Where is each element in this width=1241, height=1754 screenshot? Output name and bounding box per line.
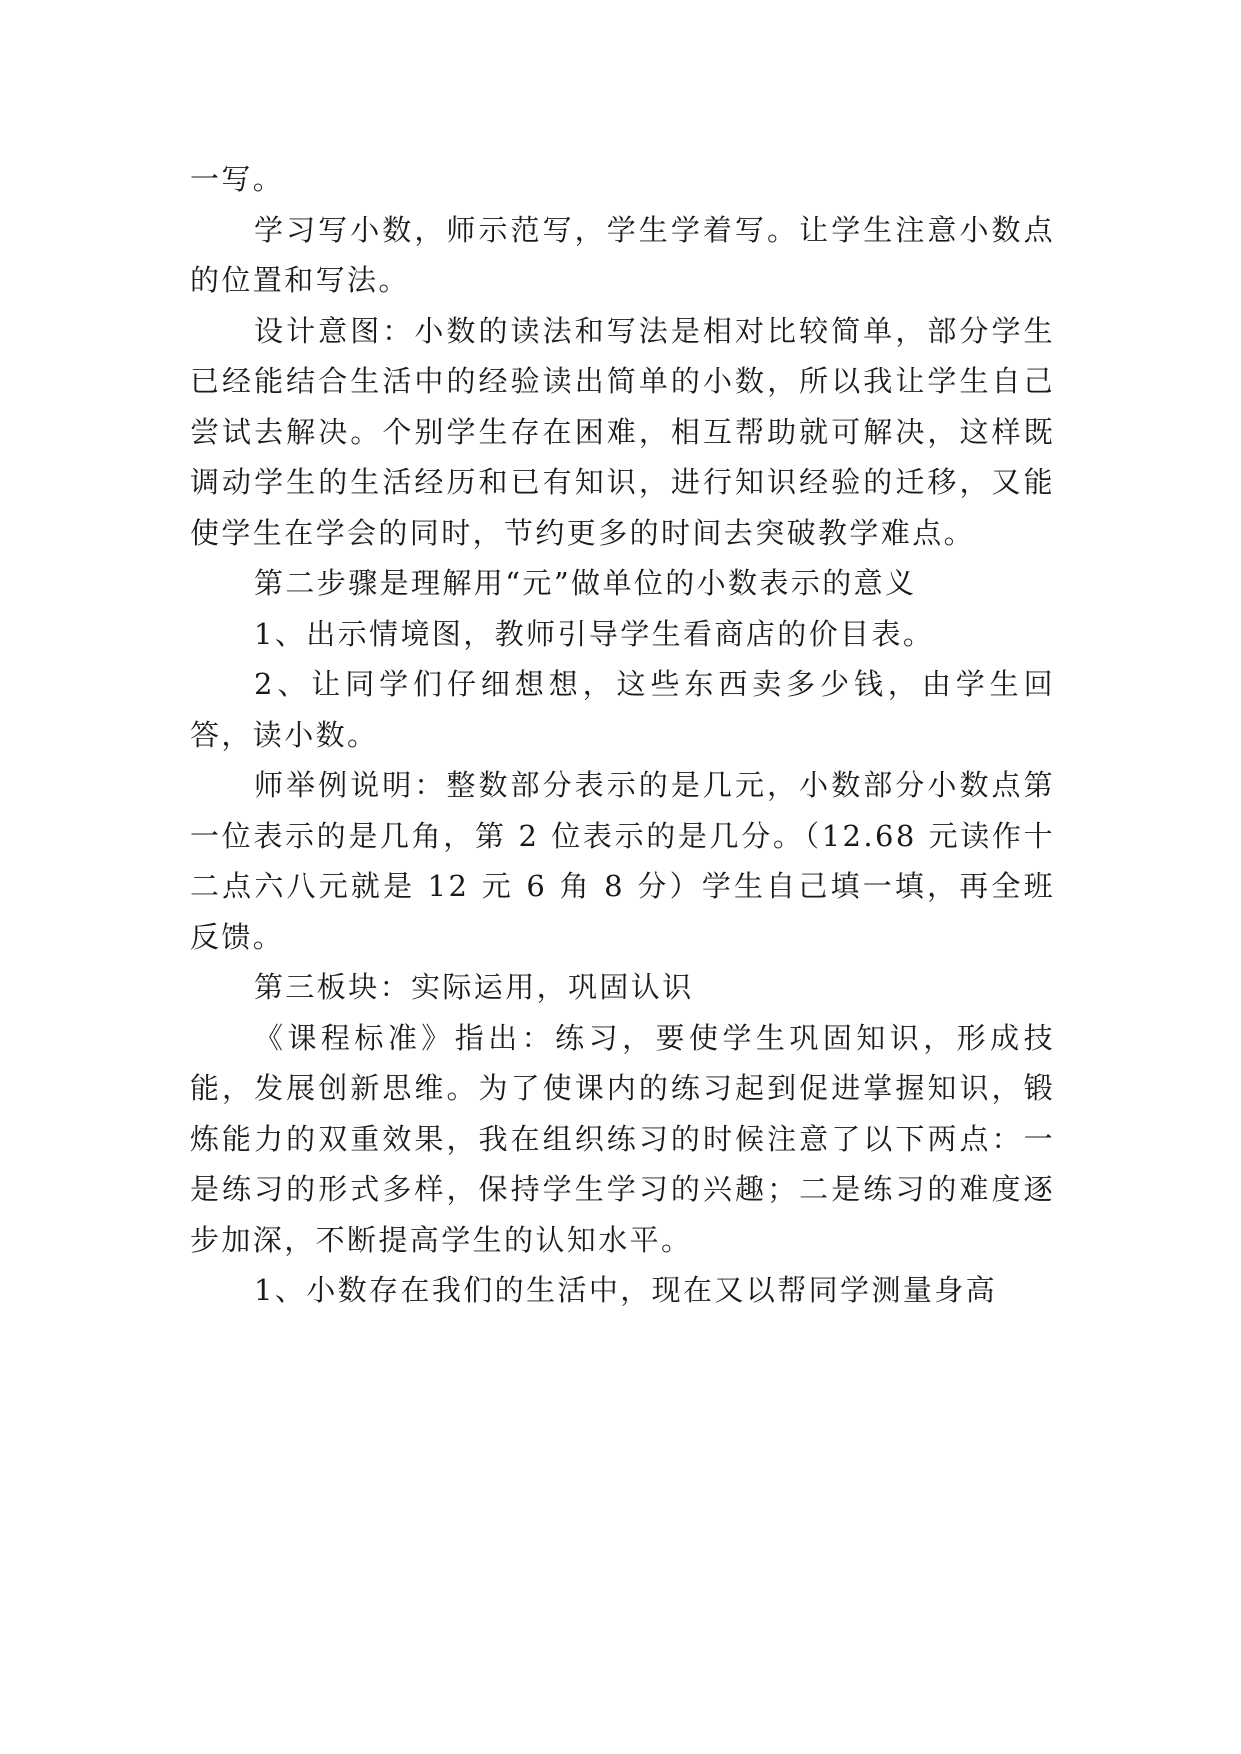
paragraph: 师举例说明：整数部分表示的是几元，小数部分小数点第一位表示的是几角，第 2 位表示的是几分。（12.68 元读作十二点六八元就是 12 元 6 角 8 分）学生自己填一填，再全班反馈。: [190, 768, 1055, 954]
paragraph: 一写。: [190, 162, 285, 196]
list-item: 1、出示情境图，教师引导学生看商店的价目表。: [254, 616, 935, 651]
list-item: 2、让同学们仔细想想，这些东西卖多少钱，由学生回答，读小数。: [190, 667, 1055, 752]
section-heading: 第三板块：实际运用，巩固认识: [254, 970, 694, 1004]
paragraph: 设计意图：小数的读法和写法是相对比较简单，部分学生已经能结合生活中的经验读出简单的小数，所以我让学生自己尝试去解决。个别学生存在困难，相互帮助就可解决，这样既调动学生的生活经历和已有知识，进行知识经验的迁移，又能使学生在学会的同时，节约更多的时间去突破教学难点。: [190, 313, 1055, 550]
document-body: [190, 154, 1055, 1316]
list-item: 1、小数存在我们的生活中，现在又以帮同学测量身高: [254, 1273, 998, 1307]
paragraph: 《课程标准》指出：练习，要使学生巩固知识，形成技能，发展创新思维。为了使课内的练习起到促进掌握知识，锻炼能力的双重效果，我在组织练习的时候注意了以下两点：一是练习的形式多样，保持学生学习的兴趣；二是练习的难度逐步加深，不断提高学生的认知水平。: [190, 1020, 1055, 1257]
section-heading: 第二步骤是理解用“元”做单位的小数表示的意义: [254, 566, 917, 600]
paragraph: 学习写小数，师示范写，学生学着写。让学生注意小数点的位置和写法。: [190, 212, 1055, 297]
